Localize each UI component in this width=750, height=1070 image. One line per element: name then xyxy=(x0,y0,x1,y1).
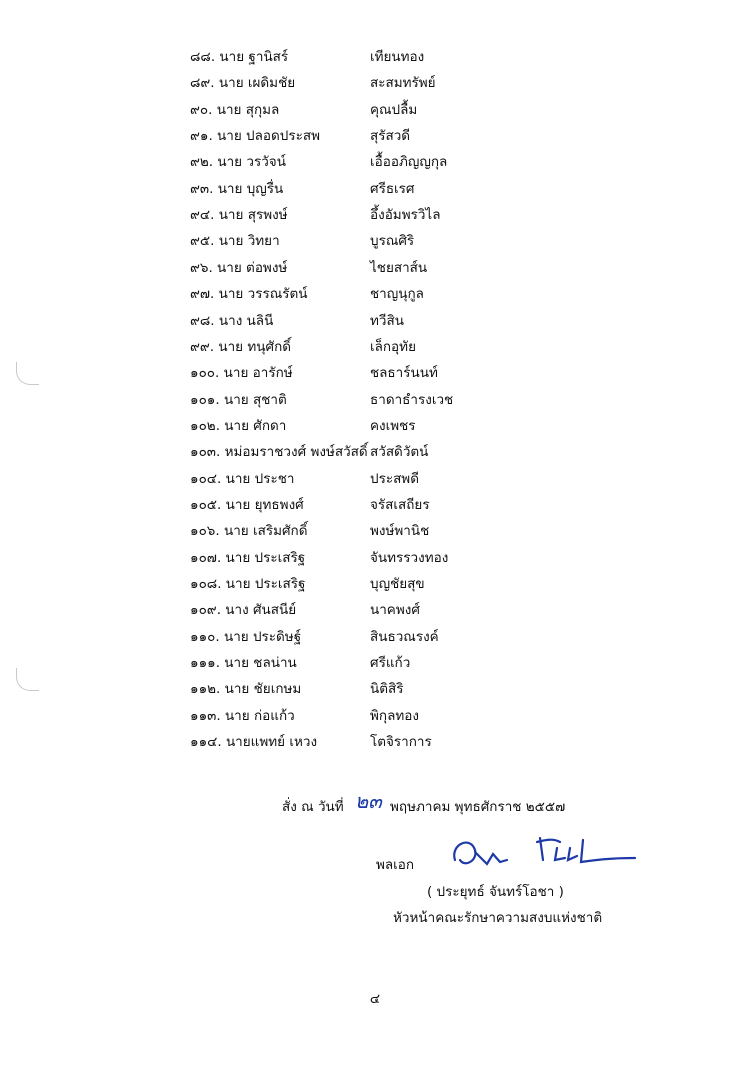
appointee-name: ๑๐๖. นาย เสริมศักดิ์ xyxy=(190,523,308,540)
appointee-surname: จันทรรวงทอง xyxy=(370,549,449,566)
list-item xyxy=(0,149,750,175)
appointee-name: ๙๒. นาย วรวัจน์ xyxy=(190,154,286,171)
appointee-name: ๙๐. นาย สุกุมล xyxy=(190,101,280,118)
appointee-surname: ศรีธเรศ xyxy=(370,180,415,197)
list-item xyxy=(0,387,750,413)
appointee-surname: สินธวณรงค์ xyxy=(370,628,439,645)
list-item xyxy=(0,123,750,149)
appointee-name: ๑๑๓. นาย ก่อแก้ว xyxy=(190,707,295,724)
list-item xyxy=(0,439,750,465)
list-item xyxy=(0,518,750,544)
list-item xyxy=(0,360,750,386)
list-item xyxy=(0,70,750,96)
appointee-surname: โตจิราการ xyxy=(370,734,432,751)
list-item xyxy=(0,202,750,228)
list-item xyxy=(0,176,750,202)
appointee-surname: จรัสเสถียร xyxy=(370,496,430,513)
list-item xyxy=(0,334,750,360)
appointee-surname: เล็กอุทัย xyxy=(370,338,416,355)
appointee-name: ๑๐๘. นาย ประเสริฐ xyxy=(190,576,306,592)
appointee-name: ๑๐๔. นาย ประชา xyxy=(190,470,295,487)
appointee-name: ๘๙. นาย เผดิมชัย xyxy=(190,75,296,92)
list-item xyxy=(0,624,750,650)
list-item xyxy=(0,281,750,307)
appointee-surname: ชลธาร์นนท์ xyxy=(370,365,438,382)
appointee-name: ๙๖. นาย ต่อพงษ์ xyxy=(190,259,288,276)
appointee-name: ๑๐๑. นาย สุชาติ xyxy=(190,391,287,408)
list-item xyxy=(0,228,750,254)
appointee-name: ๑๐๐. นาย อารักษ์ xyxy=(190,365,293,382)
appointee-name: ๙๔. นาย สุรพงษ์ xyxy=(190,207,288,224)
order-date-prefix: สั่ง ณ วันที่ xyxy=(282,799,344,815)
appointee-name: ๑๐๙. นาง ศันสนีย์ xyxy=(190,602,297,619)
appointee-name: ๑๑๐. นาย ประดิษฐ์ xyxy=(190,628,302,645)
appointee-name: ๑๐๗. นาย ประเสริฐ xyxy=(190,549,306,566)
appointee-surname: ทวีสิน xyxy=(370,312,404,329)
appointee-surname: อึ้งอัมพรวิไล xyxy=(370,207,441,224)
appointee-surname: สะสมทรัพย์ xyxy=(370,75,436,92)
list-item xyxy=(0,597,750,623)
appointee-surname: สุรัสวดี xyxy=(370,128,411,145)
list-item xyxy=(0,545,750,571)
appointee-surname: เทียนทอง xyxy=(370,49,425,65)
list-item xyxy=(0,650,750,676)
appointee-surname: นาคพงศ์ xyxy=(370,602,420,619)
appointee-surname: พิกุลทอง xyxy=(370,707,419,724)
appointee-surname: นิติสิริ xyxy=(370,681,404,698)
list-item xyxy=(0,413,750,439)
list-item xyxy=(0,44,750,70)
appointee-name: ๙๑. นาย ปลอดประสพ xyxy=(190,128,320,145)
order-day-handwritten: ๒๓ xyxy=(355,789,382,813)
signatory-position: หัวหน้าคณะรักษาความสงบแห่งชาติ xyxy=(393,910,603,926)
appointee-surname: ไชยสาส์น xyxy=(370,259,428,276)
appointee-name: ๑๐๕. นาย ยุทธพงศ์ xyxy=(190,496,304,513)
appointee-surname: ธาดาธำรงเวช xyxy=(370,391,454,408)
appointee-surname: สวัสดิวัตน์ xyxy=(370,444,429,461)
appointee-surname: ประสพดี xyxy=(370,470,419,487)
appointee-name: ๑๑๔. นายแพทย์ เหวง xyxy=(190,734,318,751)
list-item xyxy=(0,466,750,492)
page-number: ๔ xyxy=(369,991,381,1007)
signatory-name: ( ประยุทธ์ จันทร์โอชา ) xyxy=(427,884,564,900)
appointee-name: ๑๐๒. นาย ศักดา xyxy=(190,417,287,434)
appointee-name: ๙๙. นาย ทนุศักดิ์ xyxy=(190,338,292,355)
signatory-rank: พลเอก xyxy=(376,857,415,873)
appointee-name: ๑๑๑. นาย ชลน่าน xyxy=(190,655,297,672)
list-item xyxy=(0,676,750,702)
appointee-surname: บุญชัยสุข xyxy=(370,576,425,592)
appointee-surname: ชาญนุกูล xyxy=(370,286,424,303)
list-item xyxy=(0,308,750,334)
list-item xyxy=(0,729,750,755)
appointee-name: ๑๐๓. หม่อมราชวงศ์ พงษ์สวัสดิ์ xyxy=(190,444,368,461)
appointee-name: ๙๘. นาง นลินี xyxy=(190,312,274,329)
appointee-surname: พงษ์พานิช xyxy=(370,523,430,540)
appointee-surname: เอื้ออภิญญกุล xyxy=(370,154,448,171)
appointee-name: ๙๕. นาย วิทยา xyxy=(190,233,280,250)
appointee-name: ๙๓. นาย บุญรื่น xyxy=(190,180,284,197)
appointee-surname: คงเพชร xyxy=(370,417,416,434)
order-month-year: พฤษภาคม พุทธศักราช ๒๕๕๗ xyxy=(390,799,566,815)
appointee-surname: คุณปลื้ม xyxy=(370,101,418,118)
appointee-name: ๘๘. นาย ฐานิสร์ xyxy=(190,49,289,65)
order-date-line xyxy=(282,789,566,817)
appointee-name: ๑๑๒. นาย ชัยเกษม xyxy=(190,681,302,698)
list-item xyxy=(0,97,750,123)
list-item xyxy=(0,571,750,597)
list-item xyxy=(0,703,750,729)
list-item xyxy=(0,492,750,518)
appointee-name: ๙๗. นาย วรรณรัตน์ xyxy=(190,286,308,303)
signature-mark xyxy=(445,830,645,875)
appointee-surname: บูรณศิริ xyxy=(370,233,415,250)
list-item xyxy=(0,255,750,281)
appointee-surname: ศรีแก้ว xyxy=(370,655,411,672)
